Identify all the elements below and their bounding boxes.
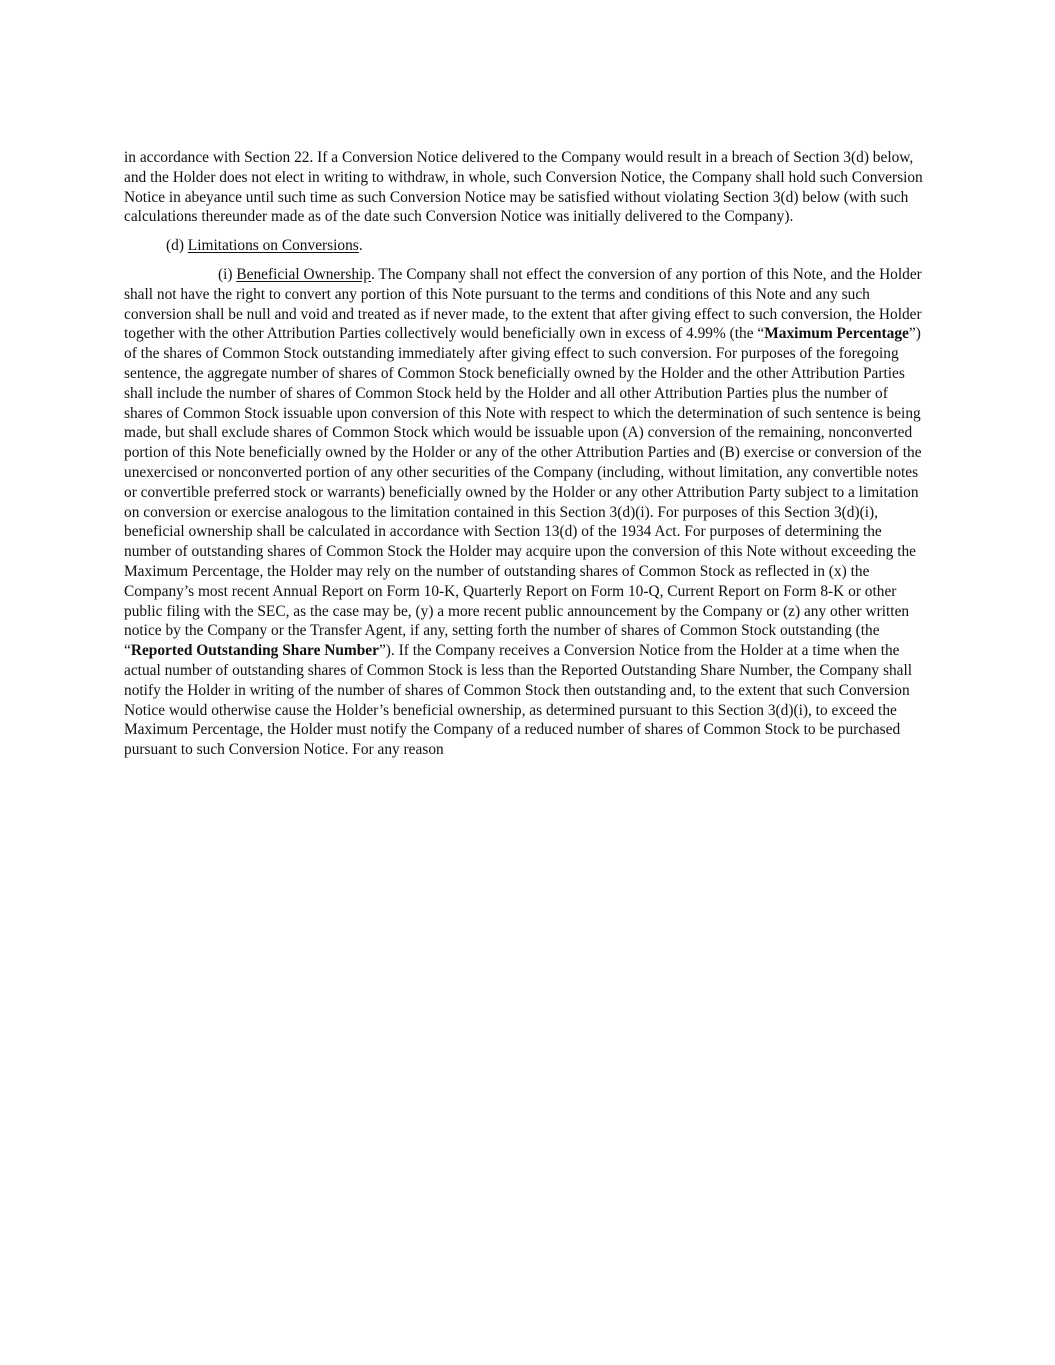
section-i-text-3: ”). If the Company receives a Conversion Notice from the Holder at a time when the actual number of outstanding shares of Common Stock is less than the Reported Outstanding Share Number, the Company shall notify the Holder in writing of the number of shares of Common Stock then outstanding and, to the extent that such Conversion Notice would otherwise cause the Holder’s beneficial ownership, as determined pursuant to this Section 3(d)(i), to exceed the Maximum Percentage, the Holder must notify the Company of a reduced number of shares of Common Stock to be purchased pursuant to such Conversion Notice. For any reason [124,642,913,759]
section-i-paragraph [124,265,930,760]
intro-paragraph [124,148,930,227]
intro-paragraph-text: in accordance with Section 22. If a Conversion Notice delivered to the Company would result in a breach of Section 3(d) below, and the Holder does not elect in writing to withdraw, in whole, such Conversion Notice, the Company shall hold such Conversion Notice in abeyance until such time as such Conversion Notice may be satisfied without violating Section 3(d) below (with such calculations thereunder made as of the date such Conversion Notice was initially delivered to the Company). [124,149,923,226]
defined-term-maximum-percentage: Maximum Percentage [764,325,909,343]
defined-term-reported-outstanding-share-number: Reported Outstanding Share Number [130,642,379,660]
section-d-heading [124,236,930,256]
section-i-text-1: . The Company shall not effect the conversion of any portion of this Note, and the Holder shall not have the right to convert any portion of this Note pursuant to the terms and conditions of this Note and any such conversion shall be null and void and treated as if never made, to the extent that after giving effect to such conversion, the Holder together with the other Attribution Parties collectively would beneficially own in excess of 4.99% (the “ [124,265,922,343]
section-d-title: Limitations on Conversions [187,237,359,255]
document-body [124,148,930,760]
section-d-prefix: (d) [166,237,188,255]
section-i-text-2: ”) of the shares of Common Stock outstanding immediately after giving effect to such conversion. For purposes of the foregoing sentence, the aggregate number of shares of Common Stock beneficially owned by the Holder and the other Attribution Parties shall include the number of shares of Common Stock held by the Holder and all other Attribution Parties plus the number of shares of Common Stock issuable upon conversion of this Note with respect to which the determination of such sentence is being made, but shall exclude shares of Common Stock which would be issuable upon (A) conversion of the remaining, nonconverted portion of this Note beneficially owned by the Holder or any of the other Attribution Parties and (B) exercise or conversion of the unexercised or nonconverted portion of any other securities of the Company (including, without limitation, any convertible notes or convertible preferred stock or warrants) beneficially owned by the Holder or any other Attribution Party subject to a limitation on conversion or exercise analogous to the limitation contained in this Section 3(d)(i). For purposes of this Section 3(d)(i), beneficial ownership shall be calculated in accordance with Section 13(d) of the 1934 Act. For purposes of determining the number of outstanding shares of Common Stock the Holder may acquire upon the conversion of this Note without exceeding the Maximum Percentage, the Holder may rely on the number of outstanding shares of Common Stock as reflected in (x) the Company’s most recent Annual Report on Form 10-K, Quarterly Report on Form 10-Q, Current Report on Form 8-K or other public filing with the SEC, as the case may be, (y) a more recent public announcement by the Company or (z) any other written notice by the Company or the Transfer Agent, if any, setting forth the number of shares of Common Stock outstanding (the “ [124,325,922,660]
section-d-suffix: . [358,237,363,255]
section-i-prefix: (i) [218,265,237,283]
section-i-title: Beneficial Ownership [236,265,371,283]
